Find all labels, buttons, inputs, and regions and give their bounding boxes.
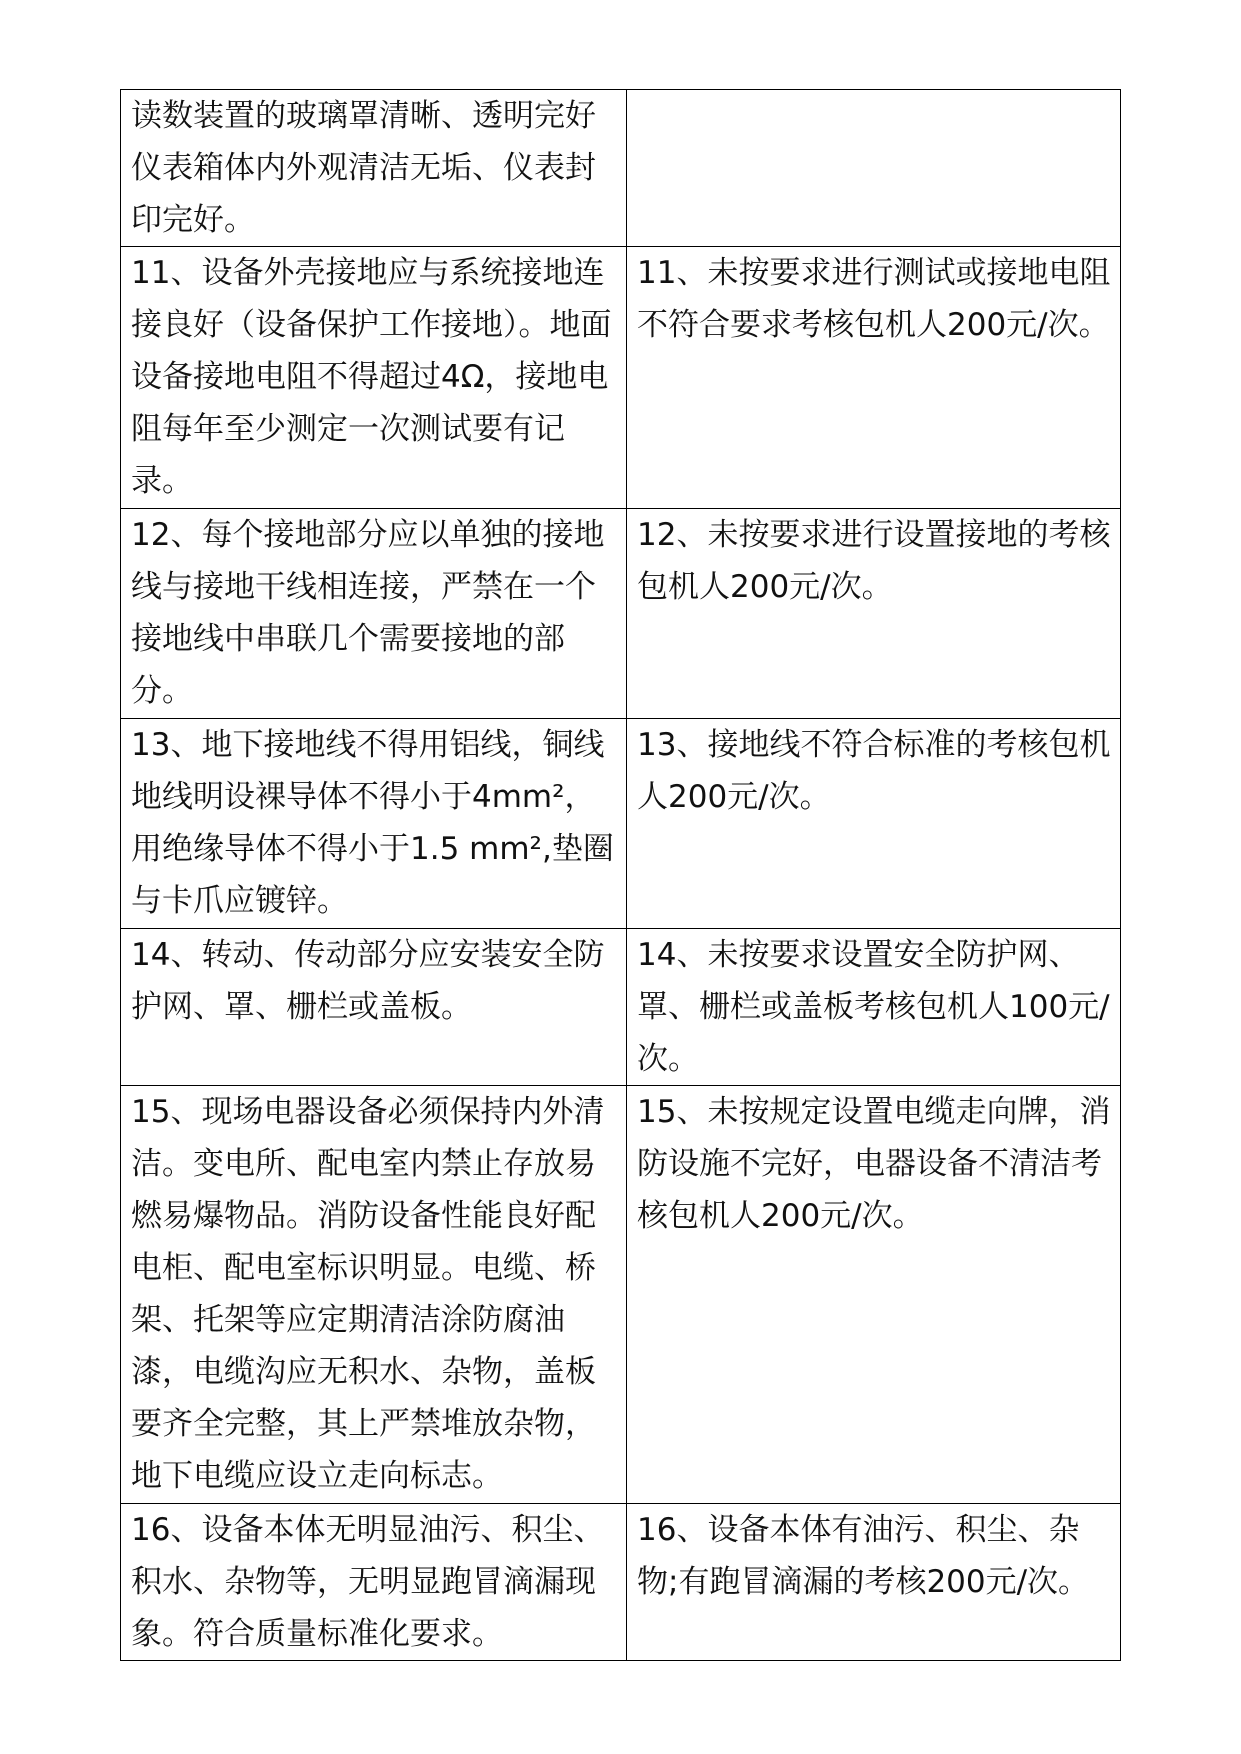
penalty-text: 12、未按要求进行设置接地的考核包机人200元/次。 [637, 517, 1111, 605]
penalty-text: 15、未按规定设置电缆走向牌，消防设施不完好，电器设备不清洁考核包机人200元/次。 [637, 1094, 1111, 1234]
requirement-text: 读数装置的玻璃罩清晰、透明完好仪表箱体内外观清洁无垢、仪表封印完好。 [131, 98, 596, 238]
table-row [121, 90, 1121, 247]
table-row [121, 1086, 1121, 1504]
penalty-cell [627, 929, 1121, 1086]
table-row [121, 929, 1121, 1086]
requirement-text: 13、地下接地线不得用铝线，铜线地线明设裸导体不得小于4mm²，用绝缘导体不得小于1.5 mm²,垫圈与卡爪应镀锌。 [131, 727, 614, 919]
requirements-table [120, 89, 1121, 1661]
requirement-cell [121, 719, 627, 929]
penalty-text: 16、设备本体有油污、积尘、杂物;有跑冒滴漏的考核200元/次。 [637, 1512, 1090, 1600]
penalty-cell [627, 719, 1121, 929]
requirement-cell [121, 1504, 627, 1661]
table-row [121, 247, 1121, 509]
penalty-text: 13、接地线不符合标准的考核包机人200元/次。 [637, 727, 1111, 815]
requirement-cell [121, 247, 627, 509]
penalty-cell [627, 1086, 1121, 1504]
requirement-cell [121, 90, 627, 247]
requirement-text: 16、设备本体无明显油污、积尘、积水、杂物等，无明显跑冒滴漏现象。符合质量标准化要求。 [131, 1512, 605, 1652]
penalty-cell [627, 509, 1121, 719]
requirement-text: 12、每个接地部分应以单独的接地线与接地干线相连接，严禁在一个接地线中串联几个需要接地的部分。 [131, 517, 605, 709]
penalty-cell [627, 90, 1121, 247]
table-row [121, 509, 1121, 719]
penalty-text: 14、未按要求设置安全防护网、罩、栅栏或盖板考核包机人100元/次。 [637, 937, 1110, 1077]
requirement-cell [121, 1086, 627, 1504]
penalty-text: 11、未按要求进行测试或接地电阻不符合要求考核包机人200元/次。 [637, 255, 1111, 343]
penalty-cell [627, 1504, 1121, 1661]
table-row [121, 719, 1121, 929]
penalty-cell [627, 247, 1121, 509]
table-row [121, 1504, 1121, 1661]
requirement-text: 14、转动、传动部分应安装安全防护网、罩、栅栏或盖板。 [131, 937, 605, 1025]
requirement-text: 15、现场电器设备必须保持内外清洁。变电所、配电室内禁止存放易燃易爆物品。消防设备性能良好配电柜、配电室标识明显。电缆、桥架、托架等应定期清洁涂防腐油漆，电缆沟应无积水、杂物，盖板要齐全完整，其上严禁堆放杂物，地下电缆应设立走向标志。 [131, 1094, 605, 1494]
requirement-cell [121, 929, 627, 1086]
requirement-text: 11、设备外壳接地应与系统接地连接良好（设备保护工作接地）。地面设备接地电阻不得超过4Ω，接地电阻每年至少测定一次测试要有记录。 [131, 255, 612, 499]
requirement-cell [121, 509, 627, 719]
